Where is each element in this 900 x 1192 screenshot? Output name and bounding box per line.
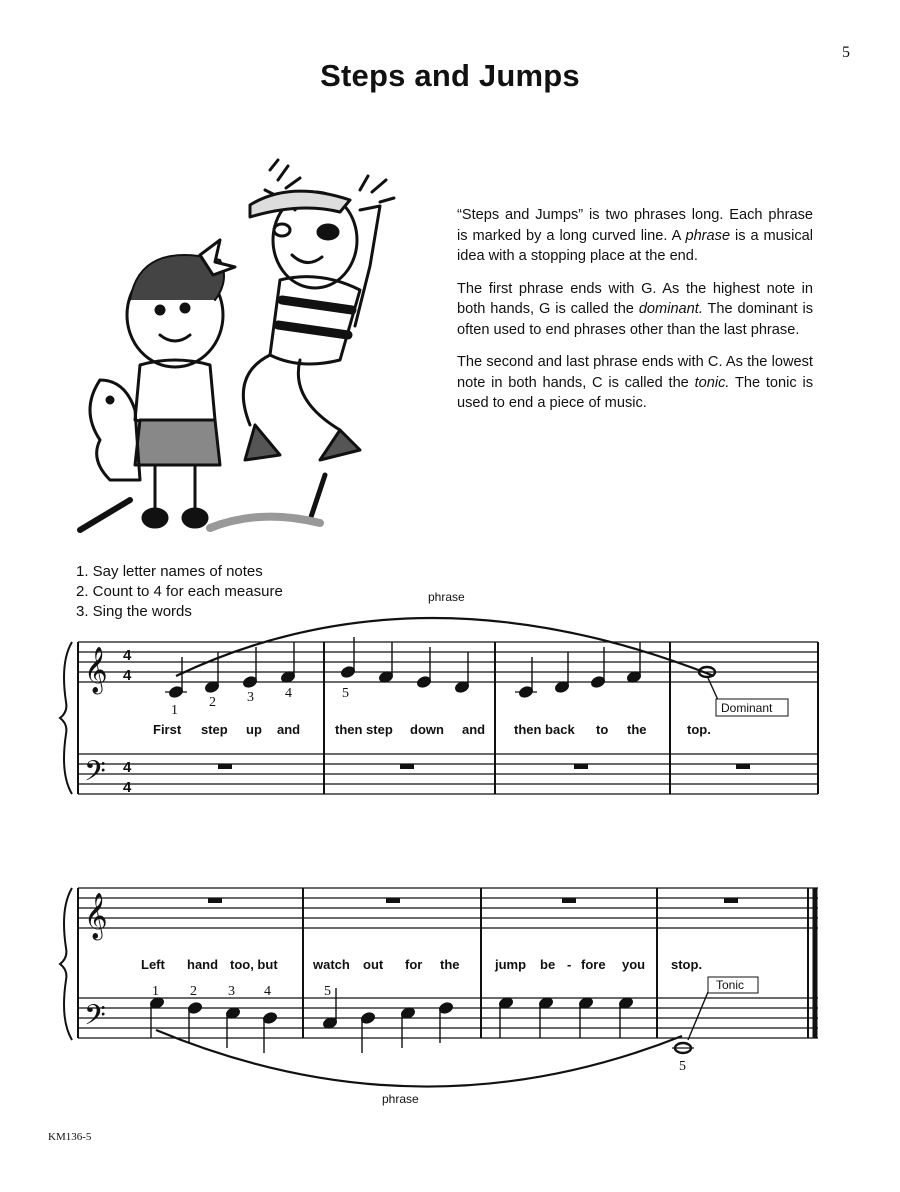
bass-clef-icon: 𝄢 [84,999,106,1039]
p2-text-end: The dominant is often used to end phrases other than the last phrase. [457,301,814,338]
lyric: top. [687,722,711,737]
dominant-callout-label: Dominant [721,701,773,715]
finger-number: 5 [324,984,331,999]
lyric: too, but [230,957,278,972]
lyric: First [153,722,182,737]
finger-number: 1 [171,703,178,718]
system-2 [60,888,818,1087]
page-number: 5 [842,44,850,61]
lyric: the [440,957,460,972]
treble-clef-icon: 𝄞 [84,647,108,693]
lyric: jump [495,957,527,972]
lyric: to [596,722,609,737]
p3-emphasis: tonic. [694,374,730,391]
phrase-label-1: phrase [428,590,465,604]
instruction-item: 1. Say letter names of notes [76,563,263,580]
lyric: then back [514,722,575,737]
p2-emphasis: dominant. [638,301,703,317]
lyric: step [201,722,228,737]
instruction-item: 2. Count to 4 for each measure [76,583,283,600]
lyric: the [627,722,647,737]
lyric: Left [141,957,165,972]
lyric: - [567,957,572,972]
finger-number: 4 [285,686,292,701]
lyric: up [246,722,262,737]
lyric: and [277,722,301,737]
finger-number: 2 [209,695,216,710]
p3-text-end: The tonic is used to end a piece of music. [457,374,813,411]
lyric: for [405,957,423,972]
time-sig-bottom-bass: 4 [123,779,132,796]
page-title: Steps and Jumps [320,58,580,93]
finger-number: 4 [264,984,271,999]
lyric: out [363,957,384,972]
p3-text: The second and last phrase ends with C. As the lowest note in both hands, C is called the [457,354,813,391]
finger-number: 3 [228,984,235,999]
lyric: and [462,722,486,737]
lyric: watch [313,957,350,972]
lyric: then step [335,722,393,737]
time-sig-top: 4 [123,647,132,664]
lyric: hand [187,957,219,972]
lyric: down [410,722,444,737]
p1-emphasis: phrase [685,227,731,244]
lyric: fore [581,957,606,972]
phrase-label-2: phrase [382,1092,419,1106]
lyric: be [540,957,556,972]
finger-number: 5 [342,686,349,701]
finger-number-final: 5 [679,1059,686,1074]
lyric: stop. [671,957,703,972]
tonic-callout-label: Tonic [716,978,745,992]
time-sig-top-bass: 4 [123,759,132,776]
p1-text: “Steps and Jumps” is two phrases long. Each phrase is marked by a long curved line. A [457,207,813,244]
p1-text-end: is a musical idea with a stopping place at the end. [457,227,813,264]
footer-code: KM136-5 [48,1131,92,1143]
lyric: you [622,957,646,972]
p2-text: The first phrase ends with G. As the highest note in both hands, G is called the [457,280,813,317]
finger-number: 3 [247,690,254,705]
bass-clef-icon: 𝄢 [84,755,106,795]
finger-number: 2 [190,984,197,999]
finger-number: 1 [152,984,159,999]
time-sig-bottom: 4 [123,667,132,684]
instruction-item: 3. Sing the words [76,603,192,620]
treble-clef-icon: 𝄞 [84,893,108,939]
